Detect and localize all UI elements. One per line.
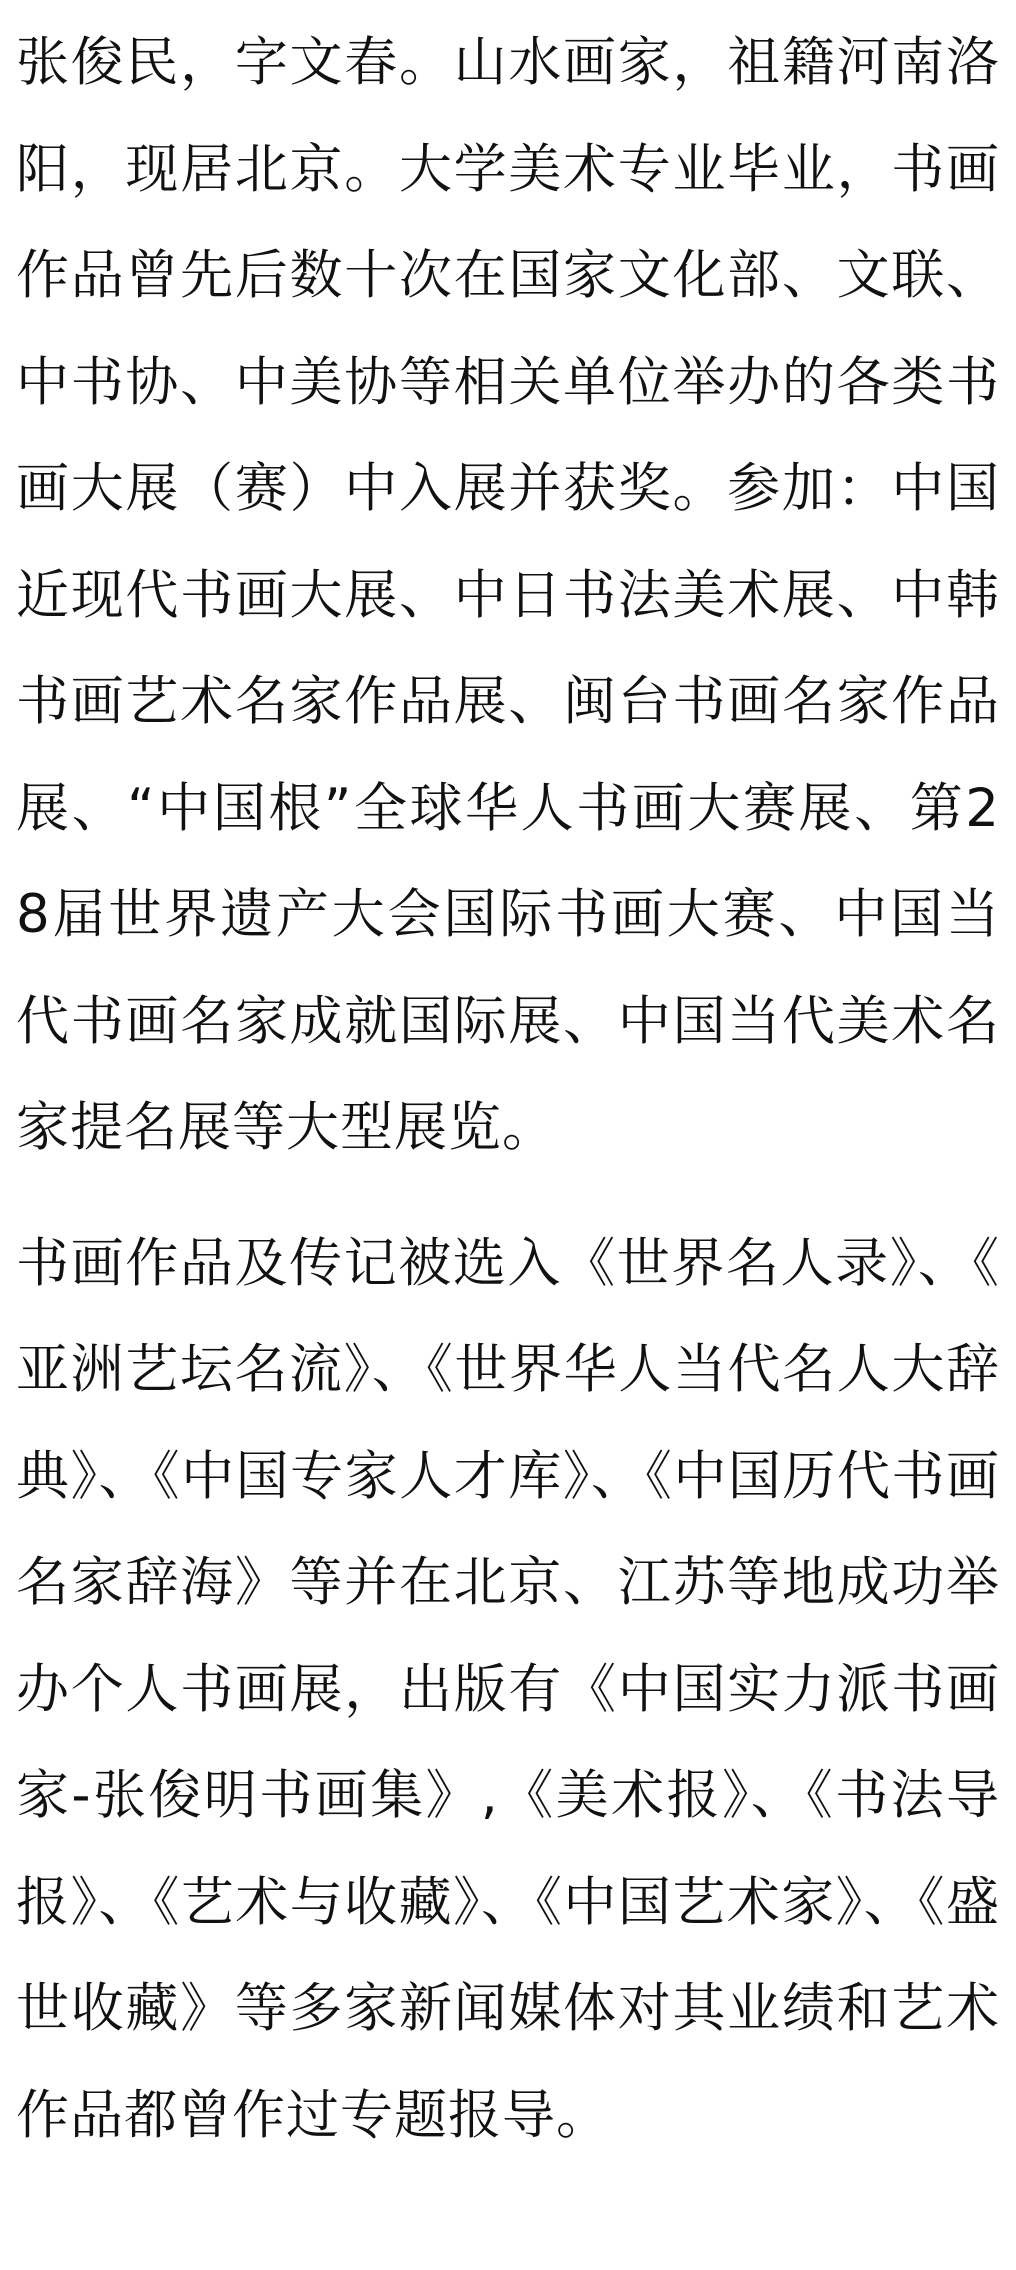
- publications-paragraph: 书画作品及传记被选入《世界名人录》、《亚洲艺坛名流》、《世界华人当代名人大辞典》、《中国专家人才库》、《中国历代书画名家辞海》等并在北京、江苏等地成功举办个人书画展，出版有《中国实力派书画家-张俊明书画集》,《美术报》、《书法导报》、《艺术与收藏》、《中国艺术家》、《盛世收藏》等多家新闻媒体对其业绩和艺术作品都曾作过专题报导。: [16, 1232, 1000, 2146]
- biography-paragraph: 张俊民，字文春。山水画家，祖籍河南洛阳，现居北京。大学美术专业毕业，书画作品曾先后数十次在国家文化部、文联、中书协、中美协等相关单位举办的各类书画大展（赛）中入展并获奖。参加：中国近现代书画大展、中日书法美术展、中韩书画艺术名家作品展、闽台书画名家作品展、“中国根”全球华人书画大赛展、第28届世界遗产大会国际书画大赛、中国当代书画名家成就国际展、中国当代美术名家提名展等大型展览。: [16, 32, 1000, 1158]
